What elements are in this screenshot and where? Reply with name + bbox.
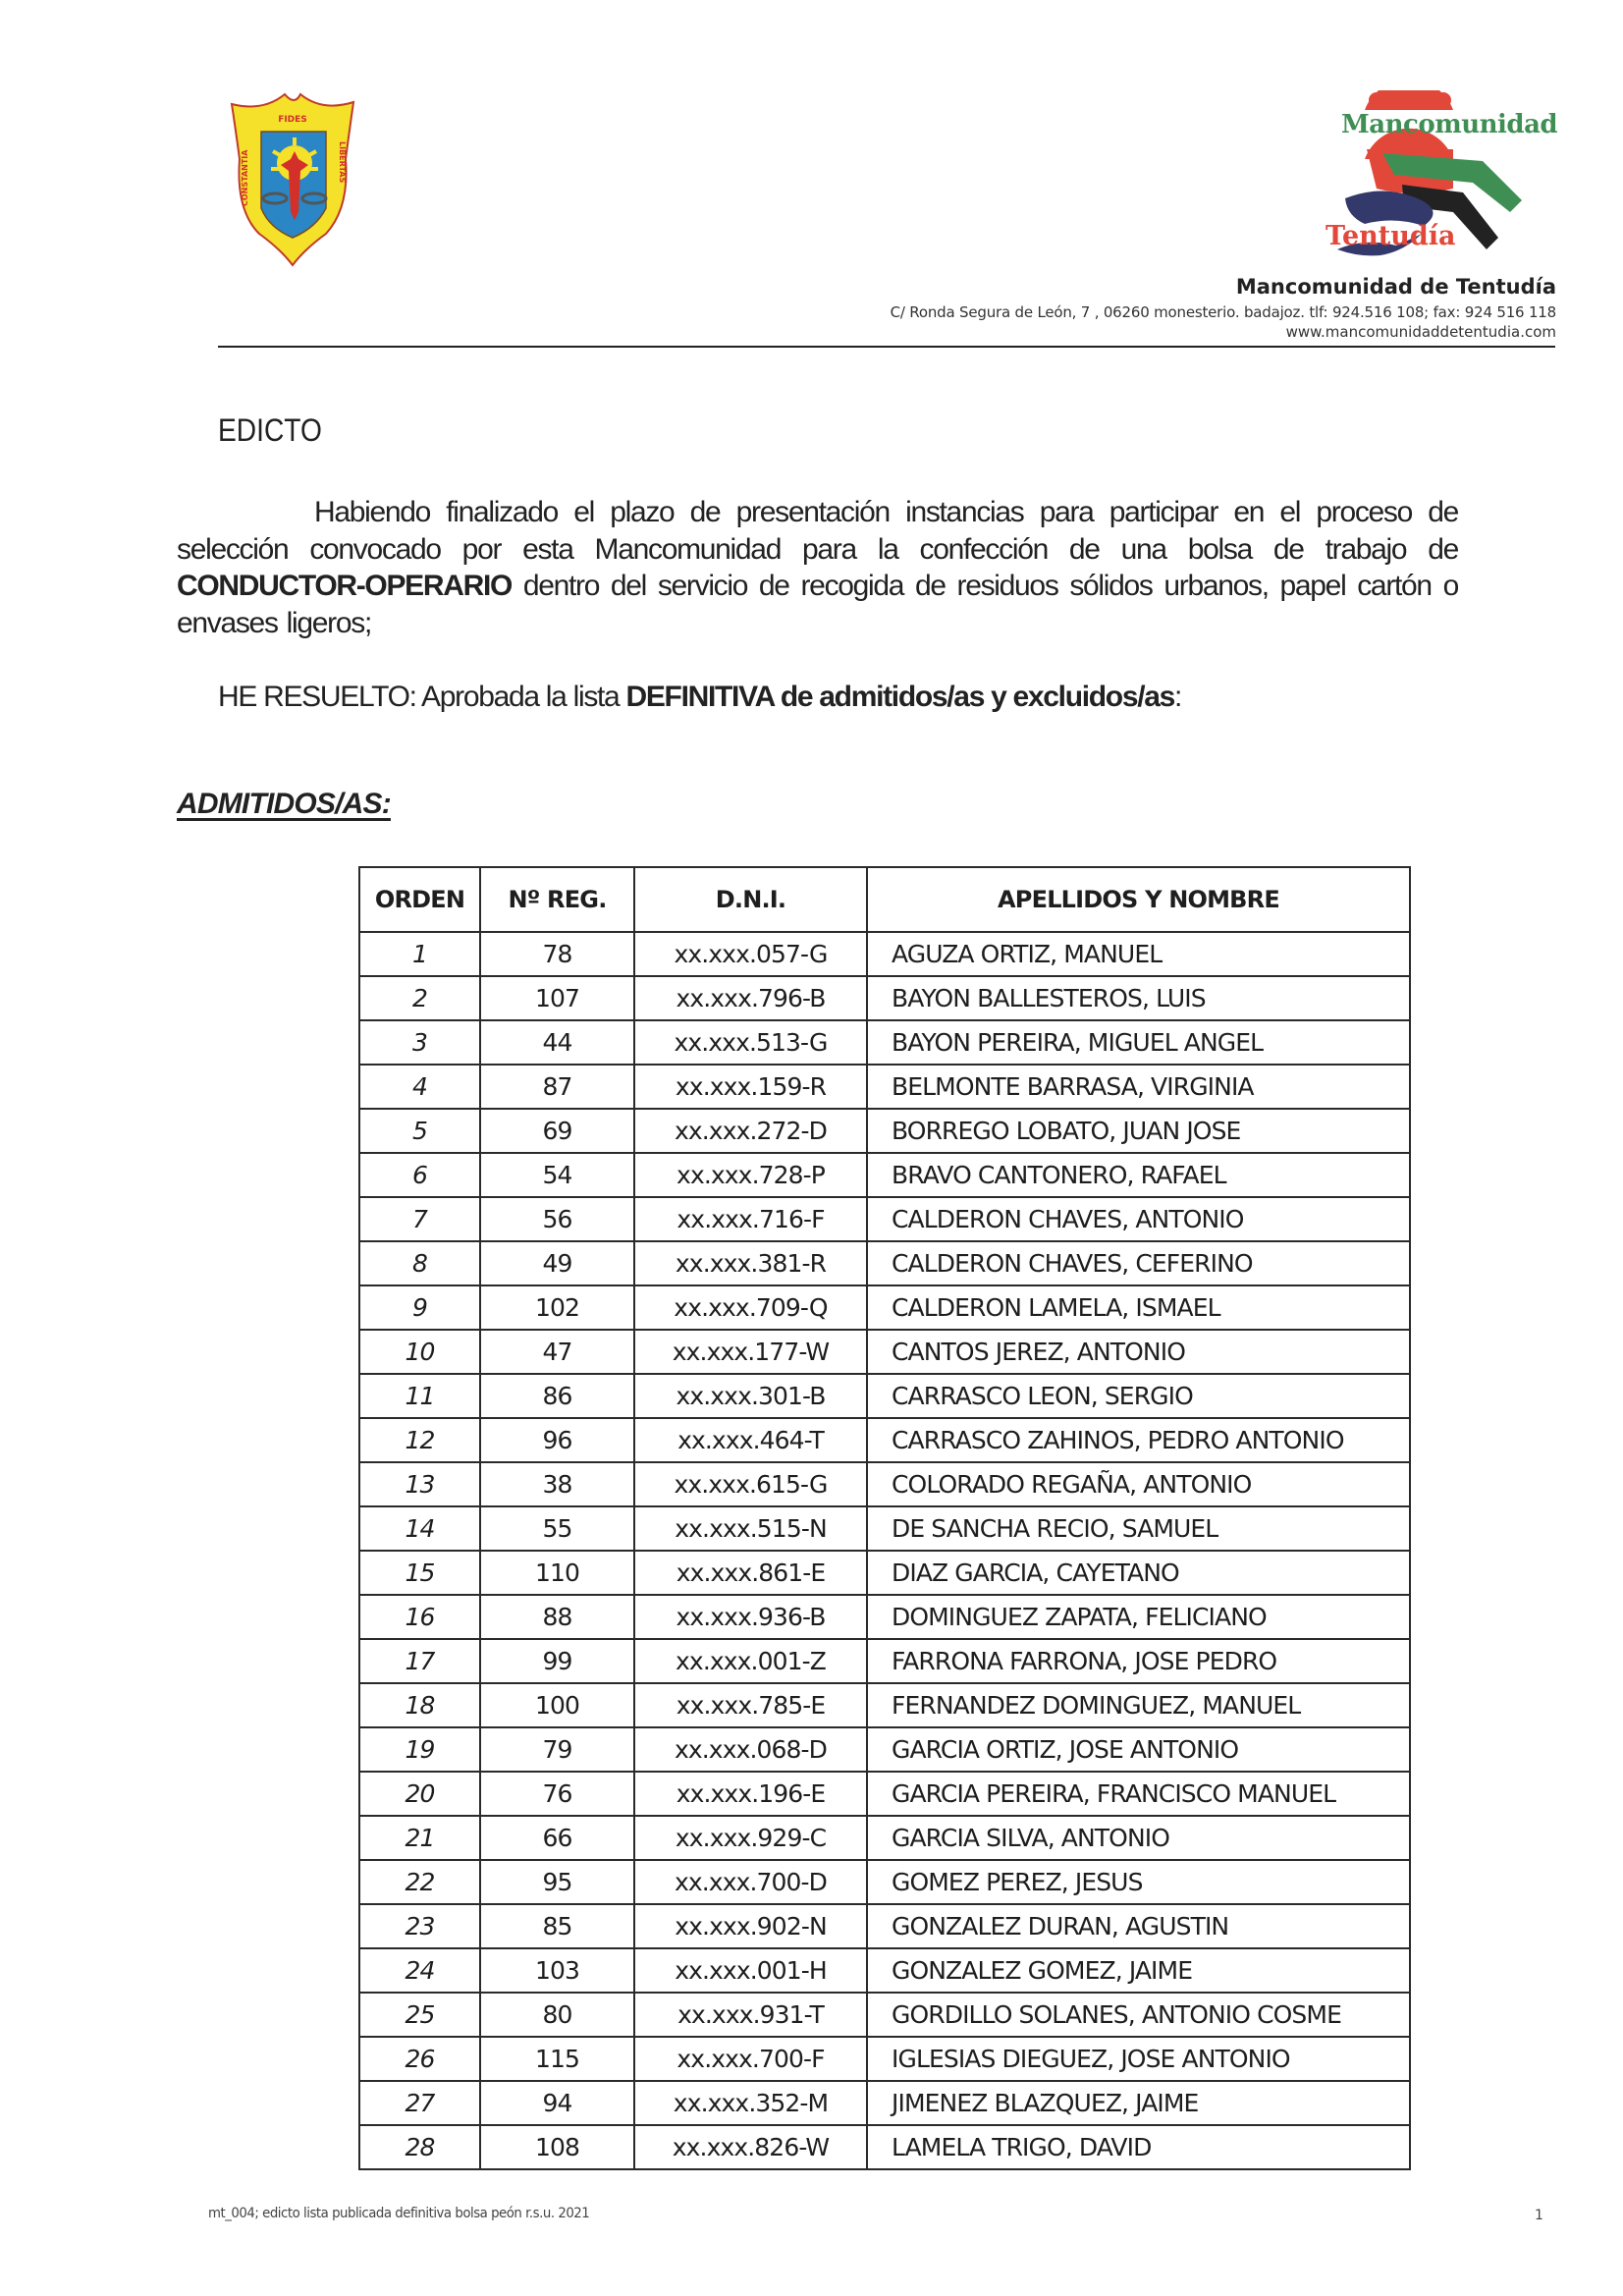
cell-reg: 47 <box>480 1330 634 1374</box>
cell-name: GOMEZ PEREZ, JESUS <box>867 1860 1410 1904</box>
cell-orden: 19 <box>359 1727 480 1772</box>
table-row <box>359 1153 1410 1197</box>
resolution-suffix: : <box>1174 681 1182 713</box>
cell-orden: 4 <box>359 1065 480 1109</box>
cell-orden: 18 <box>359 1683 480 1727</box>
cell-reg: 86 <box>480 1374 634 1418</box>
cell-dni: xx.xxx.728-P <box>634 1153 867 1197</box>
cell-reg: 80 <box>480 1993 634 2037</box>
table-row <box>359 1418 1410 1462</box>
svg-text:FIDES: FIDES <box>278 115 307 125</box>
cell-dni: xx.xxx.513-G <box>634 1020 867 1065</box>
cell-dni: xx.xxx.700-D <box>634 1860 867 1904</box>
cell-name: GARCIA SILVA, ANTONIO <box>867 1816 1410 1860</box>
cell-dni: xx.xxx.929-C <box>634 1816 867 1860</box>
table-row <box>359 1374 1410 1418</box>
cell-dni: xx.xxx.301-B <box>634 1374 867 1418</box>
cell-orden: 11 <box>359 1374 480 1418</box>
cell-dni: xx.xxx.352-M <box>634 2081 867 2125</box>
cell-name: CALDERON LAMELA, ISMAEL <box>867 1285 1410 1330</box>
cell-name: COLORADO REGAÑA, ANTONIO <box>867 1462 1410 1506</box>
cell-orden: 2 <box>359 976 480 1020</box>
cell-orden: 16 <box>359 1595 480 1639</box>
document-title: EDICTO <box>218 412 322 448</box>
cell-name: FARRONA FARRONA, JOSE PEDRO <box>867 1639 1410 1683</box>
table-row <box>359 1948 1410 1993</box>
cell-dni: xx.xxx.177-W <box>634 1330 867 1374</box>
cell-orden: 25 <box>359 1993 480 2037</box>
cell-orden: 8 <box>359 1241 480 1285</box>
header-orden: ORDEN <box>359 867 480 932</box>
table-row <box>359 1330 1410 1374</box>
cell-dni: xx.xxx.796-B <box>634 976 867 1020</box>
table-row <box>359 1285 1410 1330</box>
resolution-prefix: HE RESUELTO: Aprobada la lista <box>218 681 626 713</box>
table-row <box>359 1197 1410 1241</box>
cell-reg: 108 <box>480 2125 634 2169</box>
header-dni: D.N.I. <box>634 867 867 932</box>
cell-dni: xx.xxx.615-G <box>634 1462 867 1506</box>
table-row <box>359 1860 1410 1904</box>
section-title-admitidos: ADMITIDOS/AS: <box>177 788 391 820</box>
cell-dni: xx.xxx.709-Q <box>634 1285 867 1330</box>
cell-orden: 9 <box>359 1285 480 1330</box>
cell-orden: 28 <box>359 2125 480 2169</box>
resolution-bold: DEFINITIVA de admitidos/as y excluidos/as <box>625 681 1175 713</box>
cell-dni: xx.xxx.785-E <box>634 1683 867 1727</box>
table-row <box>359 2081 1410 2125</box>
cell-reg: 49 <box>480 1241 634 1285</box>
cell-reg: 54 <box>480 1153 634 1197</box>
svg-text:LIBERTAS: LIBERTAS <box>338 141 347 184</box>
table-row <box>359 1020 1410 1065</box>
header-name: APELLIDOS Y NOMBRE <box>867 867 1410 932</box>
cell-reg: 110 <box>480 1551 634 1595</box>
table-body <box>359 932 1410 2169</box>
cell-dni: xx.xxx.272-D <box>634 1109 867 1153</box>
paragraph-text-1: Habiendo finalizado el plazo de presentación instancias para participar en el proceso de selección convocado por esta Mancomunidad para la confección de una bolsa de trabajo de <box>177 496 1458 566</box>
cell-name: LAMELA TRIGO, DAVID <box>867 2125 1410 2169</box>
cell-orden: 12 <box>359 1418 480 1462</box>
cell-dni: xx.xxx.001-Z <box>634 1639 867 1683</box>
cell-reg: 94 <box>480 2081 634 2125</box>
cell-dni: xx.xxx.159-R <box>634 1065 867 1109</box>
cell-dni: xx.xxx.381-R <box>634 1241 867 1285</box>
cell-orden: 14 <box>359 1506 480 1551</box>
cell-name: JIMENEZ BLAZQUEZ, JAIME <box>867 2081 1410 2125</box>
svg-text:CONSTANTIA: CONSTANTIA <box>241 149 249 206</box>
cell-reg: 44 <box>480 1020 634 1065</box>
cell-name: BRAVO CANTONERO, RAFAEL <box>867 1153 1410 1197</box>
table-row <box>359 1772 1410 1816</box>
mancomunidad-logo <box>1306 90 1561 267</box>
cell-name: CARRASCO LEON, SERGIO <box>867 1374 1410 1418</box>
shield-icon <box>224 90 361 267</box>
table-row <box>359 2037 1410 2081</box>
cell-reg: 87 <box>480 1065 634 1109</box>
cell-reg: 102 <box>480 1285 634 1330</box>
table-row <box>359 1683 1410 1727</box>
table-row <box>359 1639 1410 1683</box>
cell-name: IGLESIAS DIEGUEZ, JOSE ANTONIO <box>867 2037 1410 2081</box>
cell-dni: xx.xxx.196-E <box>634 1772 867 1816</box>
cell-reg: 56 <box>480 1197 634 1241</box>
page-number: 1 <box>1535 2208 1543 2223</box>
cell-name: BAYON PEREIRA, MIGUEL ANGEL <box>867 1020 1410 1065</box>
cell-name: GORDILLO SOLANES, ANTONIO COSME <box>867 1993 1410 2037</box>
cell-orden: 17 <box>359 1639 480 1683</box>
header-reg: Nº REG. <box>480 867 634 932</box>
cell-dni: xx.xxx.068-D <box>634 1727 867 1772</box>
table-row <box>359 1506 1410 1551</box>
cell-dni: xx.xxx.826-W <box>634 2125 867 2169</box>
cell-reg: 76 <box>480 1772 634 1816</box>
table-row <box>359 1904 1410 1948</box>
resolution-statement <box>218 681 1181 714</box>
table-row <box>359 1065 1410 1109</box>
table-row <box>359 1727 1410 1772</box>
edict-paragraph <box>177 494 1458 641</box>
table-row <box>359 1993 1410 2037</box>
table-header-row <box>359 867 1410 932</box>
organization-website[interactable]: www.mancomunidaddetentudia.com <box>1285 323 1556 341</box>
cell-orden: 23 <box>359 1904 480 1948</box>
cell-dni: xx.xxx.861-E <box>634 1551 867 1595</box>
cell-reg: 78 <box>480 932 634 976</box>
cell-dni: xx.xxx.700-F <box>634 2037 867 2081</box>
cell-reg: 100 <box>480 1683 634 1727</box>
table-row <box>359 1462 1410 1506</box>
cell-name: GARCIA PEREIRA, FRANCISCO MANUEL <box>867 1772 1410 1816</box>
cell-name: BORREGO LOBATO, JUAN JOSE <box>867 1109 1410 1153</box>
cell-name: CARRASCO ZAHINOS, PEDRO ANTONIO <box>867 1418 1410 1462</box>
cell-orden: 24 <box>359 1948 480 1993</box>
cell-dni: xx.xxx.902-N <box>634 1904 867 1948</box>
municipal-shield-logo <box>224 90 361 267</box>
cell-reg: 99 <box>480 1639 634 1683</box>
organization-name: Mancomunidad de Tentudía <box>1235 275 1556 299</box>
table-row <box>359 1595 1410 1639</box>
footer-note: mt_004; edicto lista publicada definitiva bolsa peón r.s.u. 2021 <box>208 2206 590 2221</box>
cell-orden: 27 <box>359 2081 480 2125</box>
cell-dni: xx.xxx.716-F <box>634 1197 867 1241</box>
cell-name: DIAZ GARCIA, CAYETANO <box>867 1551 1410 1595</box>
cell-orden: 13 <box>359 1462 480 1506</box>
cell-name: BAYON BALLESTEROS, LUIS <box>867 976 1410 1020</box>
cell-reg: 66 <box>480 1816 634 1860</box>
header-divider <box>218 346 1555 348</box>
cell-orden: 5 <box>359 1109 480 1153</box>
cell-orden: 7 <box>359 1197 480 1241</box>
cell-orden: 3 <box>359 1020 480 1065</box>
cell-reg: 115 <box>480 2037 634 2081</box>
table-row <box>359 932 1410 976</box>
table-row <box>359 1816 1410 1860</box>
cell-orden: 20 <box>359 1772 480 1816</box>
cell-orden: 6 <box>359 1153 480 1197</box>
cell-orden: 10 <box>359 1330 480 1374</box>
cell-reg: 96 <box>480 1418 634 1462</box>
cell-reg: 88 <box>480 1595 634 1639</box>
cell-reg: 55 <box>480 1506 634 1551</box>
logo-text-mancomunidad: Mancomunidad <box>1341 110 1558 139</box>
cell-reg: 79 <box>480 1727 634 1772</box>
cell-dni: xx.xxx.936-B <box>634 1595 867 1639</box>
table-row <box>359 1241 1410 1285</box>
cell-name: CALDERON CHAVES, CEFERINO <box>867 1241 1410 1285</box>
admitted-table <box>358 866 1411 2170</box>
cell-name: CALDERON CHAVES, ANTONIO <box>867 1197 1410 1241</box>
cell-reg: 69 <box>480 1109 634 1153</box>
cell-reg: 85 <box>480 1904 634 1948</box>
cell-orden: 21 <box>359 1816 480 1860</box>
cell-name: GONZALEZ DURAN, AGUSTIN <box>867 1904 1410 1948</box>
table-row <box>359 1109 1410 1153</box>
table-row <box>359 1551 1410 1595</box>
organization-address: C/ Ronda Segura de León, 7 , 06260 monesterio. badajoz. tlf: 924.516 108; fax: 924 516 118 <box>890 303 1556 321</box>
cell-orden: 15 <box>359 1551 480 1595</box>
cell-orden: 1 <box>359 932 480 976</box>
cell-reg: 38 <box>480 1462 634 1506</box>
cell-orden: 22 <box>359 1860 480 1904</box>
cell-dni: xx.xxx.464-T <box>634 1418 867 1462</box>
cell-name: DOMINGUEZ ZAPATA, FELICIANO <box>867 1595 1410 1639</box>
table-row <box>359 2125 1410 2169</box>
cell-name: GARCIA ORTIZ, JOSE ANTONIO <box>867 1727 1410 1772</box>
cell-name: FERNANDEZ DOMINGUEZ, MANUEL <box>867 1683 1410 1727</box>
cell-reg: 95 <box>480 1860 634 1904</box>
job-title-bold: CONDUCTOR-OPERARIO <box>177 570 513 602</box>
cell-orden: 26 <box>359 2037 480 2081</box>
cell-name: AGUZA ORTIZ, MANUEL <box>867 932 1410 976</box>
cell-reg: 107 <box>480 976 634 1020</box>
cell-name: GONZALEZ GOMEZ, JAIME <box>867 1948 1410 1993</box>
cell-dni: xx.xxx.057-G <box>634 932 867 976</box>
table-row <box>359 976 1410 1020</box>
cell-name: CANTOS JEREZ, ANTONIO <box>867 1330 1410 1374</box>
cell-dni: xx.xxx.515-N <box>634 1506 867 1551</box>
paragraph-text-2: dentro del servicio de recogida de residuos sólidos urbanos, papel cartón o envases ligeros; <box>177 570 1458 639</box>
cell-name: BELMONTE BARRASA, VIRGINIA <box>867 1065 1410 1109</box>
cell-dni: xx.xxx.931-T <box>634 1993 867 2037</box>
cell-dni: xx.xxx.001-H <box>634 1948 867 1993</box>
logo-text-tentudia: Tentudía <box>1325 221 1456 251</box>
cell-name: DE SANCHA RECIO, SAMUEL <box>867 1506 1410 1551</box>
cell-reg: 103 <box>480 1948 634 1993</box>
